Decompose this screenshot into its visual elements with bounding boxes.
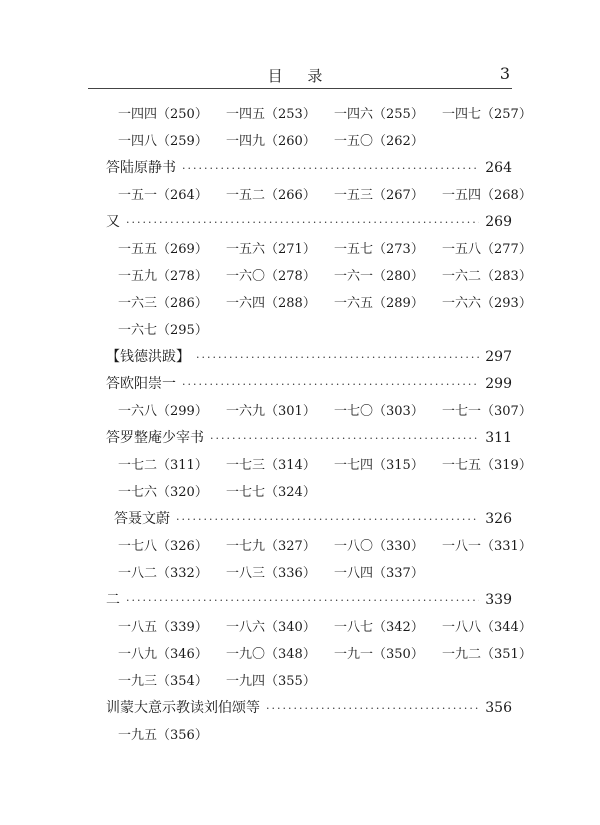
toc-item[interactable]: 一五一（264） <box>118 188 208 203</box>
toc-item[interactable]: 一八二（332） <box>118 566 208 581</box>
toc-item[interactable]: 一六七（295） <box>118 323 208 338</box>
dot-leader <box>182 155 479 182</box>
toc-entry-page: 269 <box>485 214 512 230</box>
table-of-contents <box>106 101 532 749</box>
toc-item[interactable]: 一八七（342） <box>334 620 424 635</box>
toc-item-row <box>106 236 532 263</box>
toc-item[interactable]: 一八九（346） <box>118 647 208 662</box>
toc-item[interactable]: 一五三（267） <box>334 188 424 203</box>
toc-item[interactable]: 一八三（336） <box>226 566 316 581</box>
toc-item[interactable]: 一九二（351） <box>442 647 532 662</box>
toc-entry-title: 又 <box>106 214 120 230</box>
toc-item[interactable]: 一七一（307） <box>442 404 532 419</box>
toc-item[interactable]: 一四四（250） <box>118 107 208 122</box>
toc-item-row <box>106 128 512 155</box>
toc-entry[interactable] <box>106 209 512 236</box>
toc-item-row <box>106 101 532 128</box>
toc-item[interactable]: 一七七（324） <box>226 485 316 500</box>
toc-entry[interactable] <box>106 695 512 722</box>
toc-item[interactable]: 一七九（327） <box>226 539 316 554</box>
toc-item[interactable]: 一四五（253） <box>226 107 316 122</box>
toc-entry-title: 答陆原静书 <box>106 160 176 176</box>
toc-item[interactable]: 一九五（356） <box>118 728 208 743</box>
toc-item-row <box>106 452 532 479</box>
toc-item[interactable]: 一八一（331） <box>442 539 532 554</box>
toc-entry[interactable] <box>106 506 512 533</box>
toc-item-row <box>106 614 532 641</box>
toc-item[interactable]: 一六九（301） <box>226 404 316 419</box>
toc-item-row <box>106 668 512 695</box>
toc-item[interactable]: 一九一（350） <box>334 647 424 662</box>
toc-item[interactable]: 一六二（283） <box>442 269 532 284</box>
toc-item[interactable]: 一四八（259） <box>118 134 208 149</box>
toc-item[interactable]: 一六四（288） <box>226 296 316 311</box>
toc-item-row <box>106 263 532 290</box>
toc-item[interactable]: 一四七（257） <box>442 107 532 122</box>
dot-leader <box>182 371 479 398</box>
toc-entry-title: 答罗整庵少宰书 <box>106 430 204 446</box>
toc-entry-title: 答欧阳崇一 <box>106 376 176 392</box>
toc-item[interactable]: 一八五（339） <box>118 620 208 635</box>
toc-item[interactable]: 一六三（286） <box>118 296 208 311</box>
toc-item[interactable]: 一六五（289） <box>334 296 424 311</box>
toc-item-row <box>106 641 532 668</box>
toc-item[interactable]: 一五八（277） <box>442 242 532 257</box>
toc-item[interactable]: 一五六（271） <box>226 242 316 257</box>
toc-item[interactable]: 一六一（280） <box>334 269 424 284</box>
toc-item[interactable]: 一六八（299） <box>118 404 208 419</box>
toc-entry-page: 299 <box>485 376 512 392</box>
dot-leader <box>126 209 479 236</box>
toc-item[interactable]: 一五七（273） <box>334 242 424 257</box>
toc-item[interactable]: 一九三（354） <box>118 674 208 689</box>
toc-item[interactable]: 一五九（278） <box>118 269 208 284</box>
toc-entry-title: 二 <box>106 592 120 608</box>
dot-leader <box>266 695 479 722</box>
toc-entry-title: 答聂文蔚 <box>114 511 170 527</box>
toc-item[interactable]: 一七八（326） <box>118 539 208 554</box>
toc-item[interactable]: 一七六（320） <box>118 485 208 500</box>
dot-leader <box>126 587 479 614</box>
toc-item-row <box>106 479 512 506</box>
toc-item-row <box>106 398 532 425</box>
toc-item-row <box>106 560 512 587</box>
toc-entry-page: 339 <box>485 592 512 608</box>
toc-item[interactable]: 一八〇（330） <box>334 539 424 554</box>
toc-item[interactable]: 一五五（269） <box>118 242 208 257</box>
toc-item[interactable]: 一五四（268） <box>442 188 532 203</box>
toc-item[interactable]: 一九四（355） <box>226 674 316 689</box>
toc-item[interactable]: 一七三（314） <box>226 458 316 473</box>
toc-item-row <box>106 533 532 560</box>
page-header <box>88 62 512 89</box>
toc-item-row <box>106 290 532 317</box>
toc-entry[interactable] <box>106 425 512 452</box>
toc-item[interactable]: 一七〇（303） <box>334 404 424 419</box>
toc-item[interactable]: 一八四（337） <box>334 566 424 581</box>
toc-entry-page: 264 <box>485 160 512 176</box>
page-number: 3 <box>499 64 510 83</box>
toc-item[interactable]: 一五二（266） <box>226 188 316 203</box>
dot-leader <box>210 425 479 452</box>
dot-leader <box>176 506 479 533</box>
toc-item[interactable]: 一八八（344） <box>442 620 532 635</box>
toc-entry-page: 297 <box>485 349 512 365</box>
toc-entry-page: 326 <box>485 511 512 527</box>
toc-item[interactable]: 一八六（340） <box>226 620 316 635</box>
toc-entry[interactable] <box>106 155 512 182</box>
toc-item[interactable]: 一六〇（278） <box>226 269 316 284</box>
toc-item[interactable]: 一七四（315） <box>334 458 424 473</box>
toc-item[interactable]: 一九〇（348） <box>226 647 316 662</box>
toc-entry[interactable] <box>106 587 512 614</box>
dot-leader <box>196 344 479 371</box>
header-title: 目 录 <box>267 67 333 85</box>
toc-item[interactable]: 一七五（319） <box>442 458 532 473</box>
toc-item-row <box>106 182 532 209</box>
toc-entry-title: 训蒙大意示教读刘伯颂等 <box>106 700 260 716</box>
toc-item[interactable]: 一六六（293） <box>442 296 532 311</box>
toc-item[interactable]: 一五〇（262） <box>334 134 424 149</box>
toc-item-row <box>106 722 512 749</box>
toc-item[interactable]: 一七二（311） <box>118 458 208 473</box>
toc-entry-page: 356 <box>485 700 512 716</box>
toc-item-row <box>106 317 512 344</box>
toc-item[interactable]: 一四九（260） <box>226 134 316 149</box>
toc-entry-page: 311 <box>485 430 512 446</box>
toc-entry[interactable] <box>106 344 512 371</box>
toc-item[interactable]: 一四六（255） <box>334 107 424 122</box>
toc-entry-title: 【钱德洪跋】 <box>106 349 190 365</box>
toc-entry[interactable] <box>106 371 512 398</box>
